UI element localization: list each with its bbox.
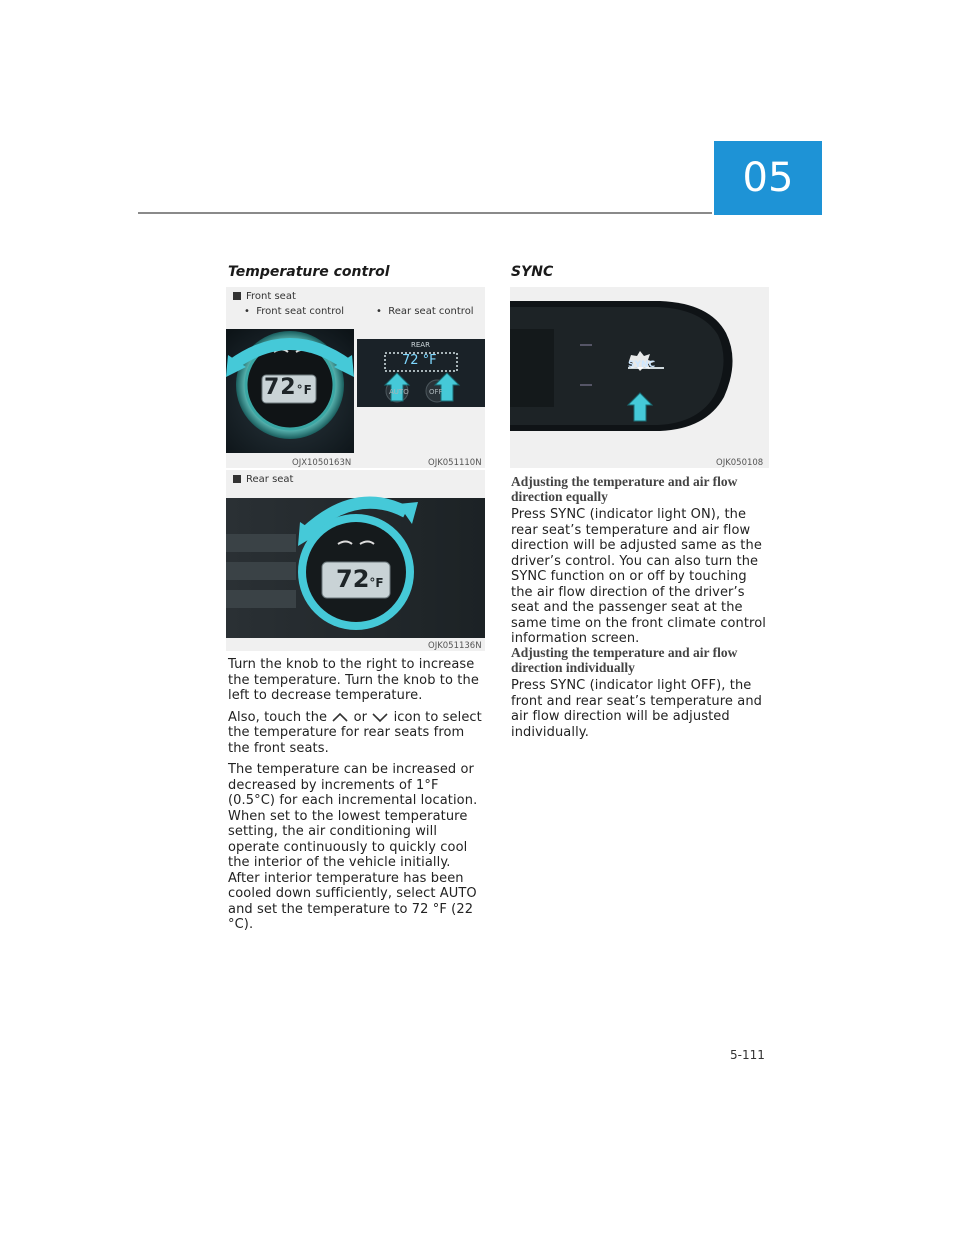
figure-code-sync: OJK050108 [716, 458, 764, 468]
left-paragraph-2: Also, touch the or icon to select the temperature for rear seats from the front seats. [228, 709, 482, 756]
figure-code-front: OJX1050163N [292, 458, 352, 468]
rear-knob-display: 72°F [336, 565, 384, 593]
figure-code-rear-seat: OJK051136N [428, 641, 482, 651]
header-rule [138, 212, 712, 214]
front-knob-display: 72°F [264, 375, 313, 400]
right-paragraph-1: Press SYNC (indicator light ON), the rear seat’s temperature and air flow direction will be adjusted same as the driver’s control. You can also turn the SYNC function on or off by touching the air flow direction of the driver’s seat and the passenger seat at the same time on the front climate control information screen. [511, 507, 766, 646]
heading-equal: Adjusting the temperature and air flow direction equally [511, 474, 738, 504]
chevron-down-icon [371, 711, 389, 723]
left-body [228, 657, 486, 939]
left-paragraph-3: The temperature can be increased or decreased by increments of 1°F (0.5°C) for each incremental location. When set to the lowest temperature setting, the air conditioning will operate continuously to quickly cool the interior of the vehicle initially. After interior temperature has been cooled down sufficiently, select AUTO and set the temperature to 72 °F (22 °C). [228, 762, 478, 932]
rear-panel-temp: 72 °F [402, 353, 437, 368]
heading-individual: Adjusting the temperature and air flow direction individually [511, 645, 738, 675]
temperature-control-title: Temperature control [228, 264, 390, 280]
chapter-tab: 05 [714, 141, 822, 215]
chevron-up-icon [331, 711, 349, 723]
rear-off-label: OFF [429, 388, 443, 396]
front-seat-figure [226, 287, 485, 468]
rear-seat-label: Rear seat [233, 474, 293, 485]
left-paragraph-1: Turn the knob to the right to increase the temperature. Turn the knob to the left to decrease temperature. [228, 657, 479, 703]
front-control-label: • Front seat control [244, 306, 344, 317]
rear-panel-header: REAR [411, 341, 430, 349]
sync-button[interactable]: SYNC [628, 360, 656, 370]
rear-seat-figure [226, 470, 485, 651]
front-seat-label: Front seat [233, 291, 296, 302]
rear-auto-label: AUTO [389, 388, 409, 396]
rear-control-label: • Rear seat control [376, 306, 474, 317]
right-paragraph-2: Press SYNC (indicator light OFF), the front and rear seat’s temperature and air flow direction will be adjusted individually. [511, 678, 763, 740]
sync-figure [510, 287, 769, 468]
figure-code-rear-control: OJK051110N [428, 458, 482, 468]
page-number: 5-111 [730, 1048, 765, 1062]
sync-title: SYNC [511, 264, 554, 280]
rear-control-panel-image [357, 339, 485, 407]
